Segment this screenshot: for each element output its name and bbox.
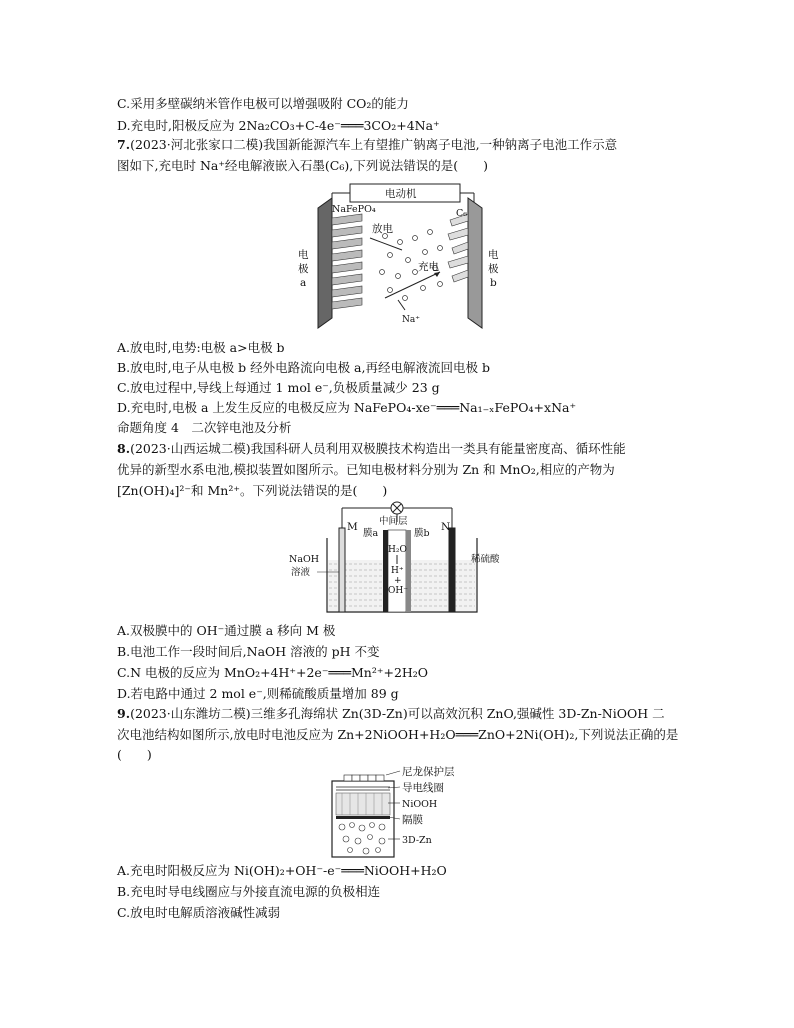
label-oh-minus: OH⁻ [388, 586, 408, 596]
label-separator: 隔膜 [402, 814, 423, 826]
q7-stem-text: (2023·河北张家口二模)我国新能源汽车上有望推广钠离子电池,一种钠离子电池工作示意 [130, 137, 618, 152]
nylon-layer [344, 775, 384, 781]
charge-label: 充电 [418, 261, 439, 273]
q7-option-c: C.放电过程中,导线上每通过 1 mol e⁻,负极质量减少 23 g [117, 380, 440, 395]
electrode-a [318, 198, 332, 328]
q9-option-a: A.充电时阳极反应为 Ni(OH)₂+OH⁻-e⁻═══NiOOH+H₂O [117, 863, 447, 878]
label-3d-zn: 3D-Zn [402, 835, 432, 846]
label-naoh-solution: 溶液 [291, 567, 311, 578]
q9-stem-3: ( ) [117, 747, 152, 762]
electrode-a-layers [332, 214, 362, 309]
label-membrane-b: 膜b [414, 528, 430, 539]
q8-option-a: A.双极膜中的 OH⁻通过膜 a 移向 M 极 [117, 623, 336, 638]
q8-stem-3: [Zn(OH)₄]²⁻和 Mn²⁺。下列说法错误的是( ) [117, 483, 388, 498]
q9-option-c: C.放电时电解质溶液碱性减弱 [117, 905, 281, 920]
electrode-b-char3: b [490, 277, 497, 289]
q9-option-b: B.充电时导电线圈应与外接直流电源的负极相连 [117, 884, 381, 899]
q9-stem-text: (2023·山东潍坊二模)三维多孔海绵状 Zn(3D-Zn)可以高效沉积 ZnO,强碱性 3D-Zn-NiOOH 二 [130, 706, 665, 721]
q7-option-a: A.放电时,电势:电极 a>电极 b [117, 340, 285, 355]
label-coil: 导电线圈 [402, 782, 444, 794]
electrode-a-char3: a [300, 277, 307, 289]
q8-number: 8. [117, 441, 131, 456]
option-d-prev: D.充电时,阳极反应为 2Na₂CO₃+C-4e⁻═══3CO₂+4Na⁺ [117, 118, 440, 133]
nafepo4-label: NaFePO₄ [332, 204, 376, 215]
electrode-b-layers [448, 214, 468, 282]
motor-label: 电动机 [385, 188, 417, 200]
label-middle-layer: 中间层 [379, 516, 408, 527]
c6-label: C₆ [456, 208, 468, 219]
section-heading: 命题角度 4 二次锌电池及分析 [117, 420, 292, 435]
electrode-b-char2: 极 [488, 263, 499, 275]
electrode-a-char2: 极 [298, 263, 309, 275]
label-dilute-sulfuric-acid: 稀硫酸 [471, 554, 500, 565]
na-ion-label: Na⁺ [402, 315, 420, 325]
electrode-b [468, 198, 482, 328]
figure-8-bipolar-membrane-cell [287, 500, 517, 618]
q8-stem-1 [117, 440, 626, 458]
label-h2o: H₂O [388, 545, 407, 555]
q7-option-b: B.放电时,电子从电极 b 经外电路流向电极 a,再经电解液流回电极 b [117, 360, 490, 375]
label-h-plus: H⁺ [391, 566, 404, 576]
q7-stem-1 [117, 136, 617, 154]
label-m: M [347, 521, 358, 533]
electrode-n [449, 528, 455, 612]
figure-9-zn-niooh-battery [330, 765, 480, 860]
label-plus: + [394, 576, 402, 586]
q8-stem-2: 优异的新型水系电池,模拟装置如图所示。已知电极材料分别为 Zn 和 MnO₂,相应的产物为 [117, 462, 615, 477]
electrode-m [339, 528, 345, 612]
label-membrane-a: 膜a [363, 528, 379, 539]
q8-option-b: B.电池工作一段时间后,NaOH 溶液的 pH 不变 [117, 644, 380, 659]
q7-stem-2: 图如下,充电时 Na⁺经电解液嵌入石墨(C₆),下列说法错误的是( ) [117, 158, 488, 173]
q7-option-d: D.充电时,电极 a 上发生反应的电极反应为 NaFePO₄-xe⁻═══Na₁₋ₓFePO₄+xNa⁺ [117, 400, 577, 415]
discharge-label: 放电 [372, 223, 393, 235]
electrode-b-char1: 电 [488, 249, 499, 261]
q8-option-c: C.N 电极的反应为 MnO₂+4H⁺+2e⁻═══Mn²⁺+2H₂O [117, 665, 429, 680]
figure-7-sodium-battery [290, 180, 510, 335]
q9-number: 9. [117, 706, 131, 721]
label-niooh: NiOOH [402, 799, 438, 810]
q8-option-d: D.若电路中通过 2 mol e⁻,则稀硫酸质量增加 89 g [117, 686, 399, 701]
membrane-b [406, 530, 411, 612]
q7-number: 7. [117, 137, 131, 152]
label-nylon-layer: 尼龙保护层 [402, 766, 455, 778]
q9-stem-2: 次电池结构如图所示,放电时电池反应为 Zn+2NiOOH+H₂O═══ZnO+2Ni(OH)₂,下列说法正确的是 [117, 727, 679, 742]
q8-stem-text: (2023·山西运城二模)我国科研人员利用双极膜技术构造出一类具有能量密度高、循环性能 [130, 441, 626, 456]
q9-stem-1 [117, 705, 665, 723]
label-naoh: NaOH [289, 554, 320, 565]
separator [336, 816, 390, 819]
electrode-a-char1: 电 [298, 249, 309, 261]
option-c-prev: C.采用多壁碳纳米管作电极可以增强吸附 CO₂的能力 [117, 96, 409, 111]
membrane-a [383, 530, 388, 612]
label-n: N [441, 521, 451, 533]
